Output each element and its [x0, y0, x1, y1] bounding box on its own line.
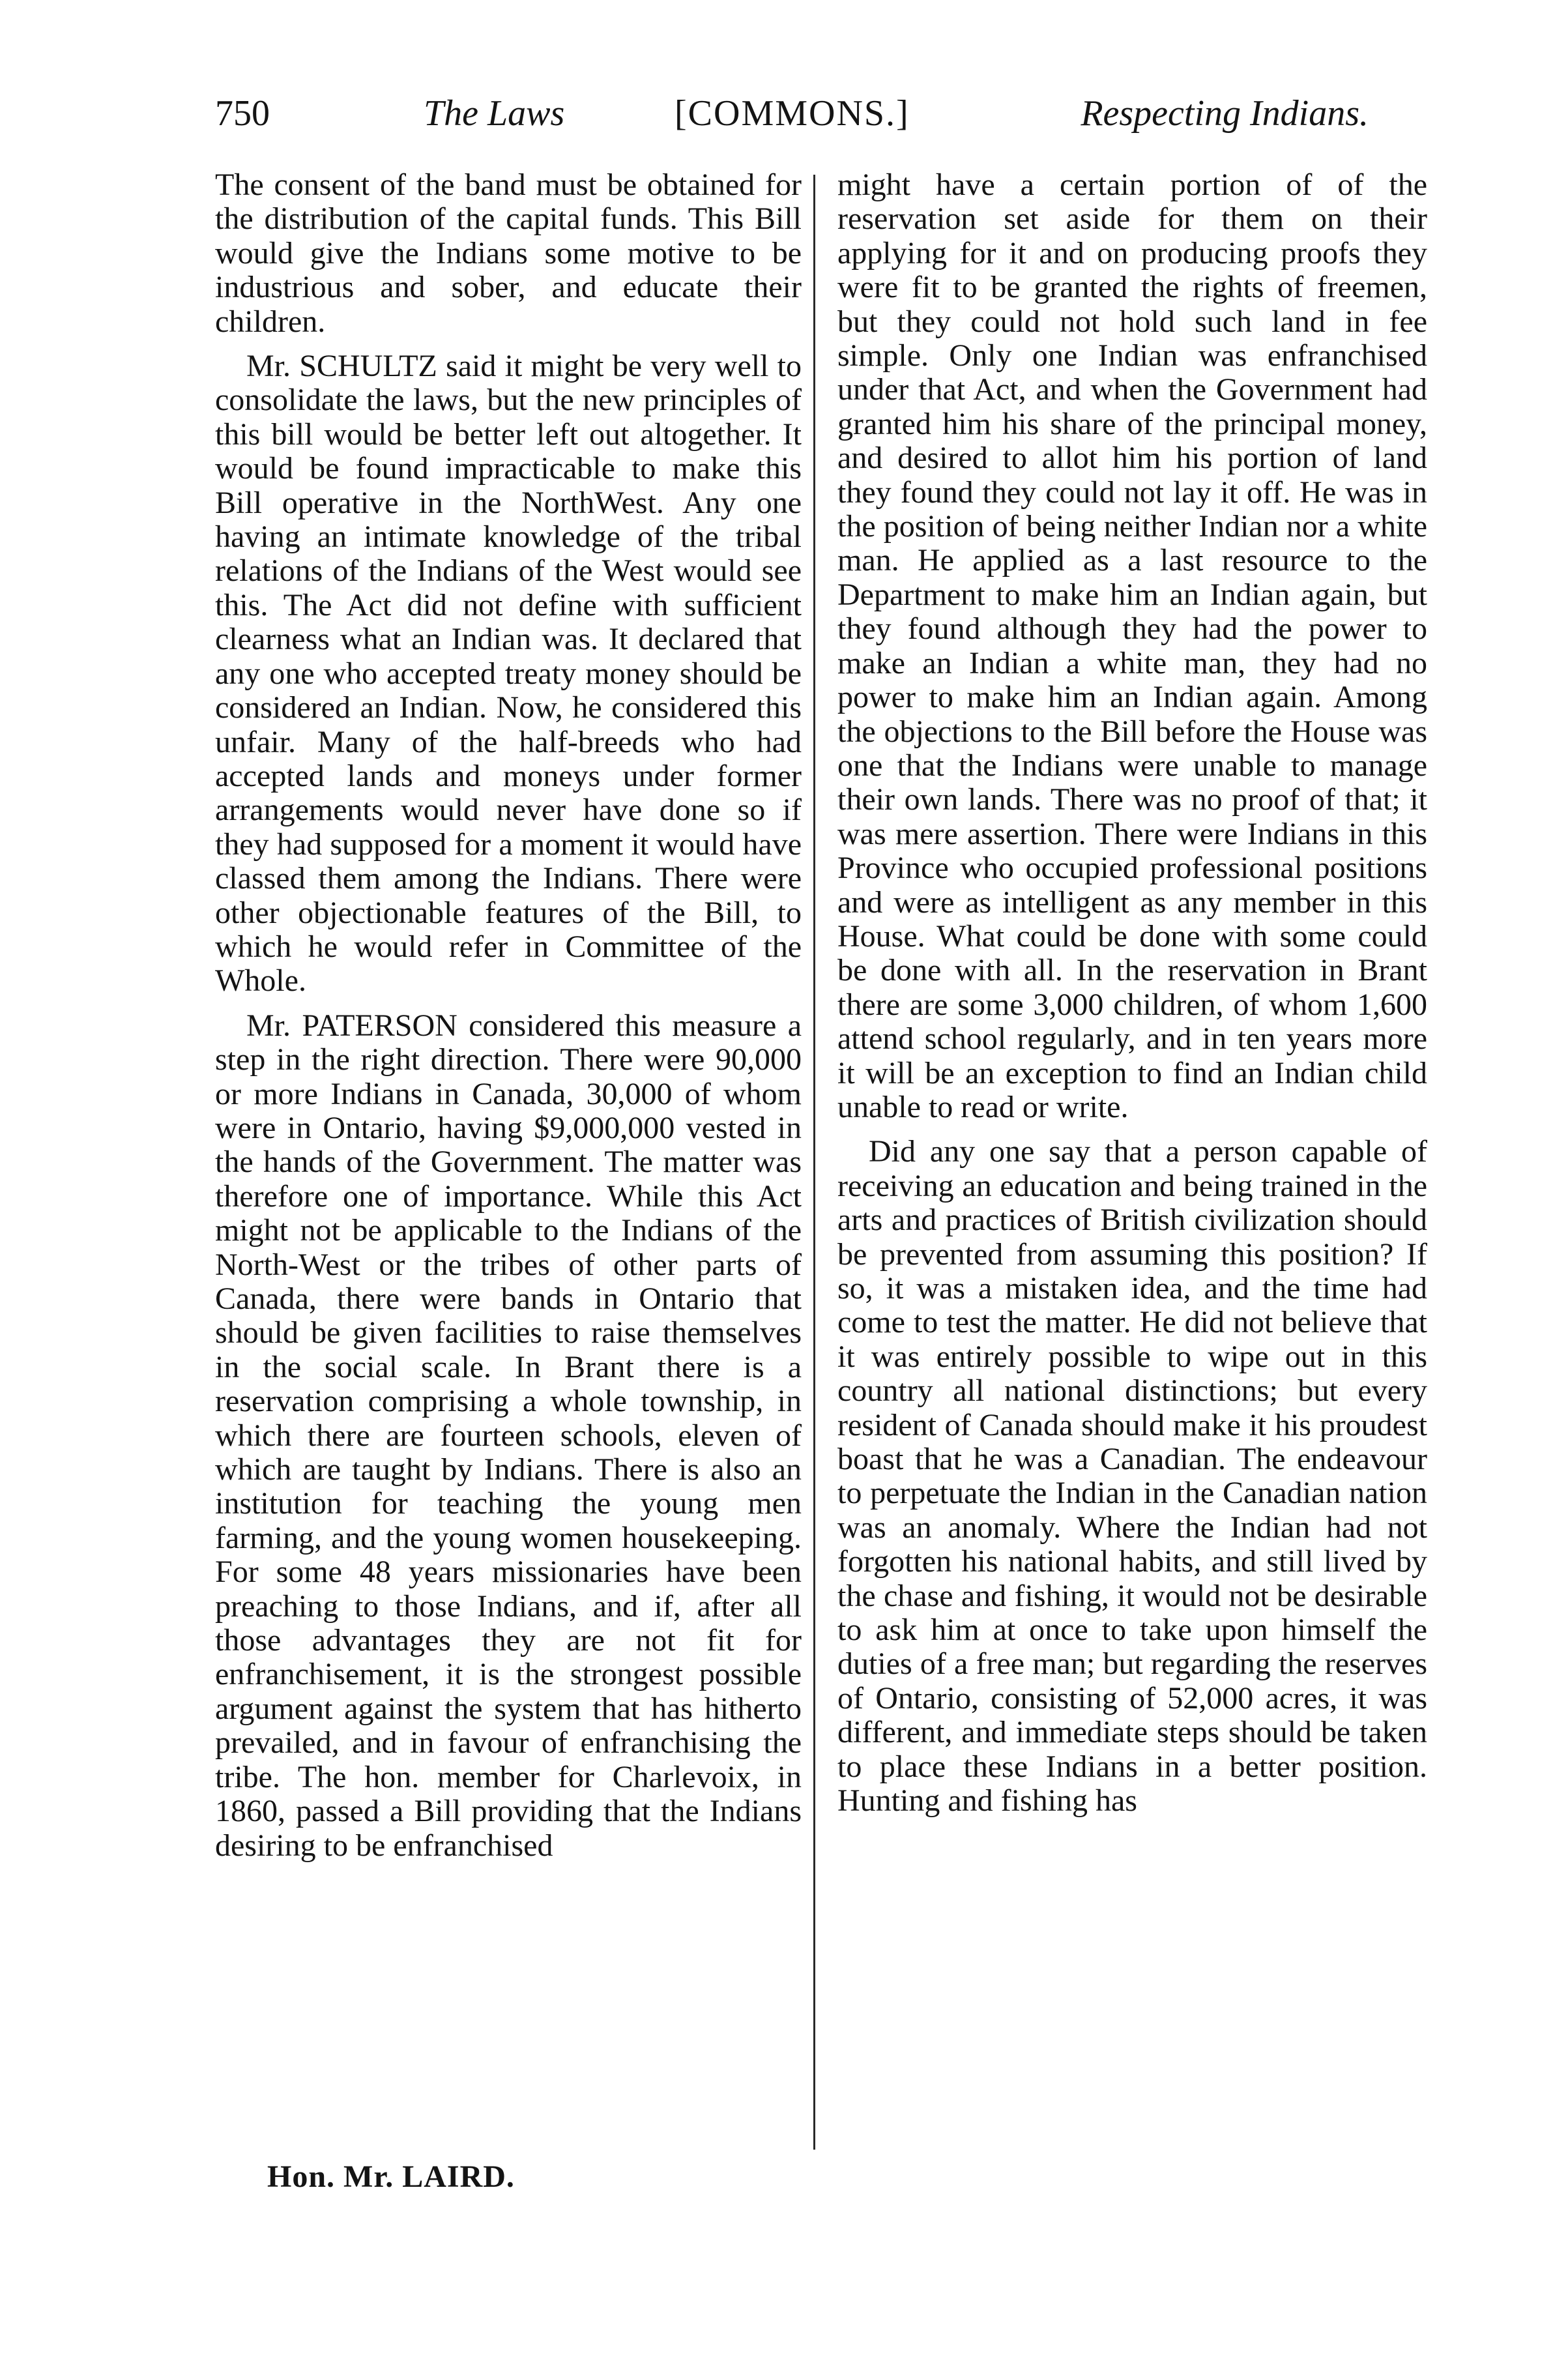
- paragraph-did-any-one: Did any one say that a person capable of receiving an education and being trained in the arts and practices of British civilization should be prevented from assuming this position? If so, it was a mistaken idea, and the time had come to test the matter. He did not believe that it was entirely possible to wipe out in this country all national distinctions; but every resident of Canada should make it his proudest boast that he was a Canadian. The endeavour to perpetuate the Indian in the Canadian nation was an anomaly. Where the Indian had not forgotten his national habits, and still lived by the chase and fishing, it would not be desirable to ask him at once to take upon himself the duties of a free man; but regarding the reserves of Ontario, consisting of 52,000 acres, it was different, and immediate steps should be taken to place these Indians in a better position. Hunting and fishing has: [837, 1134, 1427, 1819]
- header-center-title: [COMMONS.]: [675, 93, 910, 134]
- paragraph-schultz: Mr. SCHULTZ said it might be very well to consolidate the laws, but the new principles of this bill would be better left out altogether. It would be found impracticable to make this Bill operative in the NorthWest. Any one having an intimate knowledge of the tribal relations of the Indians of the West would see this. The Act did not define with sufficient clearness what an Indian was. It declared that any one who accepted treaty money should be considered an Indian. Now, he considered this unfair. Many of the half-breeds who had accepted lands and moneys under former arrangements would never have done so if they had supposed for a moment it would have classed them among the Indians. There were other objectionable features of the Bill, to which he would refer in Committee of the Whole.: [215, 349, 802, 999]
- paragraph-continuation: might have a certain portion of of the reservation set aside for them on their applying for it and on producing proofs they were fit to be granted the rights of freemen, but they could not hold such land in fee simple. Only one Indian was enfranchised under that Act, and when the Government had granted him his share of the principal money, and desired to allot him his portion of land they found they could not lay it off. He was in the position of being neither Indian nor a white man. He applied as a last resource to the Department to make him an Indian again, but they found although they had the power to make an Indian a white man, they had no power to make him an Indian again. Among the objections to the Bill before the House was one that the Indians were unable to manage their own lands. There was no proof of that; it was mere assertion. There were Indians in this Province who occupied professional positions and were as intelligent as any member in this House. What could be done with some could be done with all. In the reservation in Brant there are some 3,000 children, of whom 1,600 attend school regularly, and in ten years more it will be an exception to find an Indian child unable to read or write.: [837, 168, 1427, 1124]
- right-column: [837, 168, 1427, 1819]
- page-number: 750: [215, 93, 270, 134]
- header-left-title: The Laws: [424, 93, 565, 134]
- header-right-title: Respecting Indians.: [1081, 93, 1369, 134]
- paragraph-paterson: Mr. PATERSON considered this measure a step in the right direction. There were 90,000 or more Indians in Canada, 30,000 of whom were in Ontario, having $9,000,000 vested in the hands of the Government. The matter was therefore one of importance. While this Act might not be applicable to the Indians of the North-West or the tribes of other parts of Canada, there were bands in Ontario that should be given facilities to raise themselves in the social scale. In Brant there is a reservation comprising a whole township, in which there are fourteen schools, eleven of which are taught by Indians. There is also an institution for teaching the young men farming, and the young women housekeeping. For some 48 years missionaries have been preaching to those Indians, and if, after all those advantages they are not fit for enfranchisement, it is the strongest possible argument against the system that has hitherto prevailed, and in favour of enfranchising the tribe. The hon. member for Charlevoix, in 1860, passed a Bill providing that the Indians desiring to be enfranchised: [215, 1008, 802, 1863]
- running-header: [196, 93, 1369, 158]
- paragraph-consent: The consent of the band must be obtained for the distribution of the capital funds. This Bill would give the Indians some motive to be industrious and sober, and educate their children.: [215, 168, 802, 339]
- left-column: [215, 168, 802, 1863]
- column-divider: [813, 175, 815, 2150]
- speaker-footer: Hon. Mr. LAIRD.: [267, 2159, 515, 2194]
